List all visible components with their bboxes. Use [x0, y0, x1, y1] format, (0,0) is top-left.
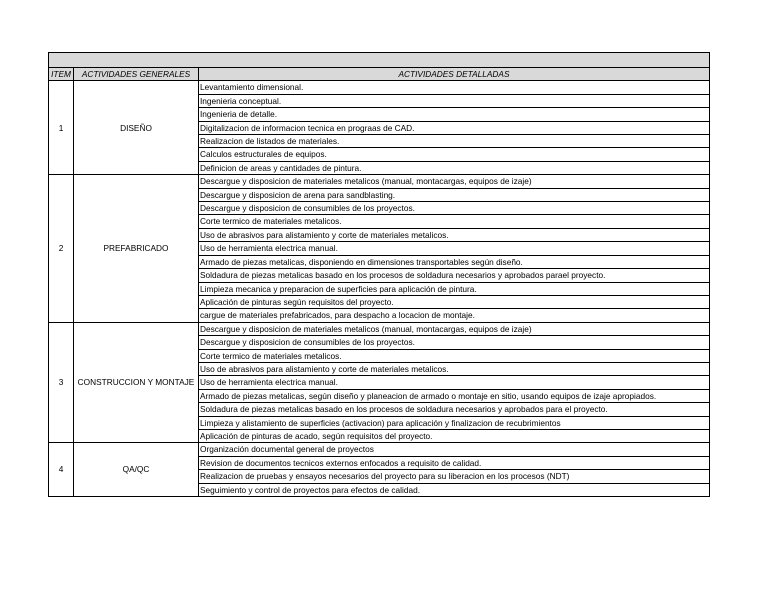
detailed-activity-cell: Corte termico de materiales metalicos. — [199, 349, 710, 362]
detailed-activity-cell: Uso de herramienta electrica manual. — [199, 376, 710, 389]
detailed-activity-cell: Descargue y disposicion de consumibles de los proyectos. — [199, 336, 710, 349]
item-number-cell: 2 — [49, 175, 74, 322]
detailed-activity-cell: Organización documental general de proyectos — [199, 443, 710, 456]
detailed-activity-cell: Limpieza y alistamiento de superficies (activacion) para aplicación y finalizacion de recubrimientos — [199, 416, 710, 429]
header-detailed-activities: ACTIVIDADES DETALLADAS — [199, 68, 710, 81]
table-row — [49, 443, 710, 456]
table-row — [49, 322, 710, 335]
item-number-cell: 3 — [49, 322, 74, 443]
header-row — [49, 68, 710, 81]
detailed-activity-cell: Limpieza mecanica y preparacion de superficies para aplicación de pintura. — [199, 282, 710, 295]
detailed-activity-cell: Descargue y disposicion de materiales metalicos (manual, montacargas, equipos de izaje) — [199, 175, 710, 188]
detailed-activity-cell: Ingenieria de detalle. — [199, 108, 710, 121]
detailed-activity-cell: Realizacion de listados de materiales. — [199, 135, 710, 148]
header-general-activities: ACTIVIDADES GENERALES — [74, 68, 199, 81]
detailed-activity-cell: Soldadura de piezas metalicas basado en los procesos de soldadura necesarios y aprobados parael proyecto. — [199, 269, 710, 282]
detailed-activity-cell: Levantamiento dimensional. — [199, 81, 710, 94]
detailed-activity-cell: Calculos estructurales de equipos. — [199, 148, 710, 161]
detailed-activity-cell: Aplicación de pinturas de acado, según requisitos del proyecto. — [199, 429, 710, 442]
detailed-activity-cell: Descargue y disposicion de arena para sandblasting. — [199, 188, 710, 201]
detailed-activity-cell: Ingenieria conceptual. — [199, 94, 710, 107]
detailed-activity-cell: Armado de piezas metalicas, disponiendo en dimensiones transportables según diseño. — [199, 255, 710, 268]
detailed-activity-cell: Armado de piezas metalicas, según diseño y planeacion de armado o montaje en sitio, usando equipos de izaje apropiados. — [199, 389, 710, 402]
detailed-activity-cell: Descargue y disposicion de consumibles de los proyectos. — [199, 202, 710, 215]
title-banner-row — [49, 53, 710, 68]
title-banner-cell — [49, 53, 710, 68]
detailed-activity-cell: Descargue y disposicion de materiales metalicos (manual, montacargas, equipos de izaje) — [199, 322, 710, 335]
detailed-activity-cell: Seguimiento y control de proyectos para efectos de calidad. — [199, 483, 710, 496]
general-activity-cell: QA/QC — [74, 443, 199, 497]
item-number-cell: 1 — [49, 81, 74, 175]
detailed-activity-cell: Definicion de areas y cantidades de pintura. — [199, 161, 710, 174]
general-activity-cell: DISEÑO — [74, 81, 199, 175]
general-activity-cell: PREFABRICADO — [74, 175, 199, 322]
general-activity-cell: CONSTRUCCION Y MONTAJE — [74, 322, 199, 443]
table-row — [49, 81, 710, 94]
detailed-activity-cell: cargue de materiales prefabricados, para despacho a locacion de montaje. — [199, 309, 710, 322]
detailed-activity-cell: Uso de abrasivos para alistamiento y corte de materiales metalicos. — [199, 362, 710, 375]
detailed-activity-cell: Aplicación de pinturas según requisitos del proyecto. — [199, 295, 710, 308]
detailed-activity-cell: Soldadura de piezas metalicas basado en los procesos de soldadura necesarios y aprobados para el proyecto. — [199, 403, 710, 416]
detailed-activity-cell: Uso de herramienta electrica manual. — [199, 242, 710, 255]
detailed-activity-cell: Revision de documentos tecnicos externos enfocados a requisito de calidad. — [199, 456, 710, 469]
detailed-activity-cell: Uso de abrasivos para alistamiento y corte de materiales metalicos. — [199, 228, 710, 241]
header-item: ITEM — [49, 68, 74, 81]
detailed-activity-cell: Digitalizacion de informacion tecnica en prograas de CAD. — [199, 121, 710, 134]
item-number-cell: 4 — [49, 443, 74, 497]
table-row — [49, 175, 710, 188]
detailed-activity-cell: Corte termico de materiales metalicos. — [199, 215, 710, 228]
detailed-activity-cell: Realizacion de pruebas y ensayos necesarios del proyecto para su liberacion en los procesos (NDT) — [199, 470, 710, 483]
activities-table — [48, 52, 710, 497]
activities-table-body — [49, 53, 710, 497]
